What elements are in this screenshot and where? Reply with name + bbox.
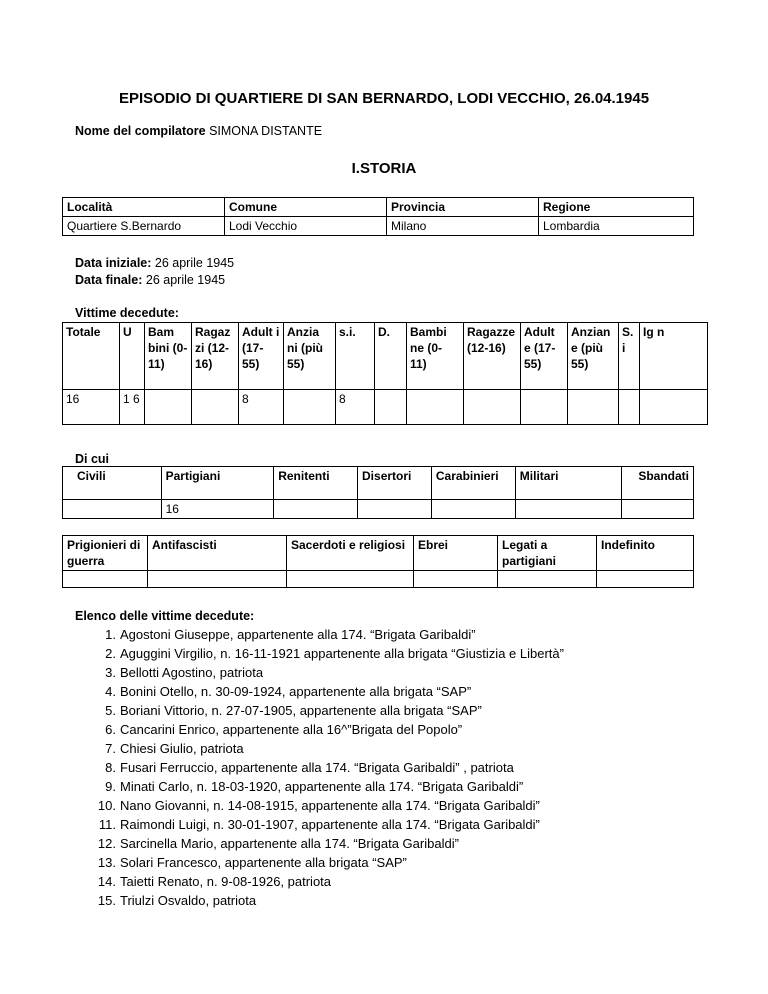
cat-value-legati — [498, 571, 597, 588]
victim-list-item — [86, 834, 564, 853]
victims-value-anziane — [568, 390, 619, 425]
victim-list-item — [86, 853, 564, 872]
cat-header-sbandati: Sbandati — [622, 467, 694, 500]
cat-header-ebrei: Ebrei — [414, 536, 498, 571]
victim-list-number: 6. — [105, 722, 116, 737]
location-header-localita: Località — [63, 198, 225, 217]
victims-value-adulti: 8 — [239, 390, 284, 425]
compiler-line — [75, 124, 322, 138]
cat-value-civili — [63, 500, 162, 519]
victim-list-text: Solari Francesco, appartenente alla brigata “SAP” — [120, 855, 407, 870]
categories-1-value-row — [63, 500, 694, 519]
victim-list-item — [86, 701, 564, 720]
victims-value-ragazzi — [192, 390, 239, 425]
cat-value-disertori — [358, 500, 432, 519]
victim-list-number: 1. — [105, 627, 116, 642]
victims-value-bambini — [145, 390, 192, 425]
categories-2-value-row — [63, 571, 694, 588]
victims-value-s-i — [619, 390, 640, 425]
victim-list-number: 11. — [98, 817, 116, 832]
victim-list-item — [86, 625, 564, 644]
victims-value-anziani — [284, 390, 336, 425]
cat-value-renitenti — [274, 500, 358, 519]
cat-header-renitenti: Renitenti — [274, 467, 358, 500]
cat-header-antifascisti: Antifascisti — [148, 536, 287, 571]
victim-list-text: Bonini Otello, n. 30-09-1924, appartenente alla brigata “SAP” — [120, 684, 472, 699]
victims-value-ign — [640, 390, 708, 425]
location-value-row — [63, 217, 694, 236]
victims-value-ragazze — [464, 390, 521, 425]
victim-list-item — [86, 682, 564, 701]
end-date-value: 26 aprile 1945 — [145, 273, 226, 287]
compiler-label: Nome del compilatore — [75, 124, 206, 138]
location-header-row — [63, 198, 694, 217]
di-cui-label: Di cui — [75, 452, 110, 466]
victim-list-text: Minati Carlo, n. 18-03-1920, appartenente alla 174. “Brigata Garibaldi” — [120, 779, 524, 794]
location-value-regione: Lombardia — [539, 217, 694, 236]
dates-block — [75, 255, 234, 289]
victim-list-text: Taietti Renato, n. 9-08-1926, patriota — [120, 874, 332, 889]
victim-list-text: Boriani Vittorio, n. 27-07-1905, appartenente alla brigata “SAP” — [120, 703, 482, 718]
victim-list-item — [86, 796, 564, 815]
victims-header-d: D. — [375, 323, 407, 390]
categories-1-header-row — [63, 467, 694, 500]
victim-list-number: 13. — [97, 855, 116, 870]
victim-list-label: Elenco delle vittime decedute: — [75, 609, 255, 623]
victims-header-si: s.i. — [336, 323, 375, 390]
victim-list-number: 5. — [105, 703, 116, 718]
victim-list-text: Nano Giovanni, n. 14-08-1915, appartenente alla 174. “Brigata Garibaldi” — [120, 798, 540, 813]
cat-value-prigionieri — [63, 571, 148, 588]
end-date-label: Data finale: — [75, 273, 143, 287]
victims-header-adulti: Adult i (17- 55) — [239, 323, 284, 390]
categories-2-header-row — [63, 536, 694, 571]
categories-table-2 — [62, 535, 694, 588]
cat-value-sacerdoti — [287, 571, 414, 588]
victim-list-number: 14. — [97, 874, 116, 889]
cat-header-partigiani: Partigiani — [161, 467, 274, 500]
victim-list-text: Agostoni Giuseppe, appartenente alla 174. “Brigata Garibaldi” — [120, 627, 476, 642]
victim-list-item — [86, 720, 564, 739]
cat-value-carabinieri — [431, 500, 515, 519]
cat-header-civili: Civili — [63, 467, 162, 500]
victims-header-bambini: Bam bini (0- 11) — [145, 323, 192, 390]
end-date — [75, 272, 234, 289]
categories-table-1 — [62, 466, 694, 519]
victims-header-ragazze: Ragazze (12-16) — [464, 323, 521, 390]
victims-header-totale: Totale — [63, 323, 120, 390]
victim-list-item — [86, 663, 564, 682]
cat-value-ebrei — [414, 571, 498, 588]
start-date-value: 26 aprile 1945 — [154, 256, 235, 270]
victims-value-totale: 16 — [63, 390, 120, 425]
victim-list-number: 8. — [105, 760, 116, 775]
victim-list-text: Raimondi Luigi, n. 30-01-1907, appartenente alla 174. “Brigata Garibaldi” — [120, 817, 540, 832]
victim-list-text: Fusari Ferruccio, appartenente alla 174. “Brigata Garibaldi” , patriota — [120, 760, 514, 775]
cat-value-partigiani: 16 — [161, 500, 274, 519]
victim-list-text: Triulzi Osvaldo, patriota — [120, 893, 257, 908]
victim-list-text: Cancarini Enrico, appartenente alla 16^”Brigata del Popolo” — [120, 722, 463, 737]
victim-list-item — [86, 777, 564, 796]
section-title: I.STORIA — [351, 160, 417, 177]
victim-list-text: Bellotti Agostino, patriota — [120, 665, 264, 680]
victim-list-number: 10. — [97, 798, 116, 813]
cat-header-legati: Legati a partigiani — [498, 536, 597, 571]
cat-header-carabinieri: Carabinieri — [431, 467, 515, 500]
victim-list-number: 15. — [97, 893, 116, 908]
cat-value-indefinito — [597, 571, 694, 588]
location-value-localita: Quartiere S.Bernardo — [63, 217, 225, 236]
victim-list-item — [86, 758, 564, 777]
cat-value-militari — [515, 500, 622, 519]
start-date — [75, 255, 234, 272]
victims-value-row — [63, 390, 708, 425]
cat-value-sbandati — [622, 500, 694, 519]
victim-list-number: 2. — [105, 646, 116, 661]
cat-header-prigionieri: Prigionieri di guerra — [63, 536, 148, 571]
victims-header-adulte: Adult e (17- 55) — [521, 323, 568, 390]
victim-list-number: 4. — [105, 684, 116, 699]
location-value-provincia: Milano — [387, 217, 539, 236]
location-header-regione: Regione — [539, 198, 694, 217]
cat-header-disertori: Disertori — [358, 467, 432, 500]
cat-header-sacerdoti: Sacerdoti e religiosi — [287, 536, 414, 571]
victims-value-adulte — [521, 390, 568, 425]
cat-header-indefinito: Indefinito — [597, 536, 694, 571]
victim-list-item — [86, 872, 564, 891]
victims-header-s-i: S. i — [619, 323, 640, 390]
victim-list-item — [86, 815, 564, 834]
victims-header-ragazzi: Ragaz zi (12- 16) — [192, 323, 239, 390]
victims-header-u: U — [120, 323, 145, 390]
victim-list-text: Chiesi Giulio, patriota — [120, 741, 244, 756]
victims-value-si: 8 — [336, 390, 375, 425]
victims-value-bambine — [407, 390, 464, 425]
compiler-value: SIMONA DISTANTE — [209, 124, 323, 138]
victim-list-number: 9. — [105, 779, 116, 794]
victim-list-text: Sarcinella Mario, appartenente alla 174. “Brigata Garibaldi” — [120, 836, 459, 851]
location-header-comune: Comune — [225, 198, 387, 217]
location-header-provincia: Provincia — [387, 198, 539, 217]
victims-header-ign: Ig n — [640, 323, 708, 390]
victims-value-u: 1 6 — [120, 390, 145, 425]
cat-value-antifascisti — [148, 571, 287, 588]
victim-list-number: 3. — [105, 665, 116, 680]
victim-list-number: 7. — [105, 741, 116, 756]
victim-list-item — [86, 891, 564, 910]
victim-list-text: Aguggini Virgilio, n. 16-11-1921 appartenente alla brigata “Giustizia e Libertà” — [120, 646, 564, 661]
victims-header-anziani: Anzia ni (più 55) — [284, 323, 336, 390]
cat-header-militari: Militari — [515, 467, 622, 500]
victims-header-bambine: Bambi ne (0- 11) — [407, 323, 464, 390]
victims-table — [62, 322, 708, 425]
victims-value-d — [375, 390, 407, 425]
victims-header-row — [63, 323, 708, 390]
victim-list-number: 12. — [97, 836, 116, 851]
page-title: EPISODIO DI QUARTIERE DI SAN BERNARDO, LODI VECCHIO, 26.04.1945 — [118, 90, 650, 107]
victims-label: Vittime decedute: — [75, 306, 179, 320]
victim-list-item — [86, 739, 564, 758]
location-value-comune: Lodi Vecchio — [225, 217, 387, 236]
victim-list-item — [86, 644, 564, 663]
victim-list — [86, 625, 564, 910]
start-date-label: Data iniziale: — [75, 256, 152, 270]
location-table — [62, 197, 694, 236]
victims-header-anziane: Anzian e (più 55) — [568, 323, 619, 390]
